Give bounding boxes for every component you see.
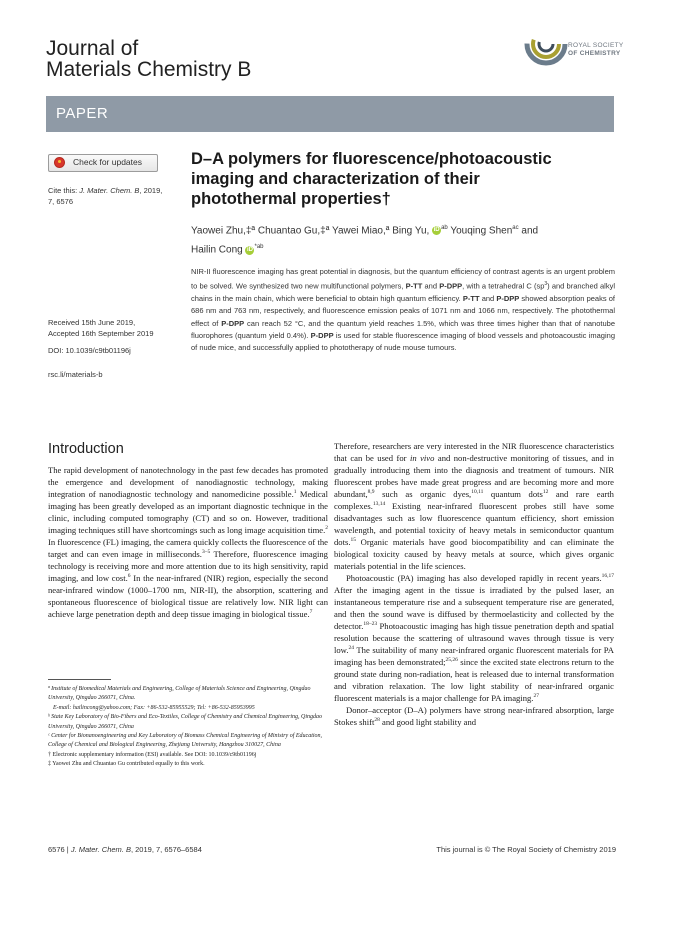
journal-link[interactable]: rsc.li/materials-b bbox=[48, 370, 103, 379]
dates bbox=[48, 318, 154, 339]
publisher-logo[interactable] bbox=[524, 18, 624, 80]
rsc-emblem-icon bbox=[524, 22, 568, 66]
check-for-updates-button[interactable] bbox=[48, 154, 158, 172]
article-type-banner bbox=[46, 96, 614, 132]
journal-title-line2: Materials Chemistry B bbox=[46, 58, 252, 81]
check-for-updates-label: Check for updates bbox=[73, 157, 142, 167]
accepted-date: Accepted 16th September 2019 bbox=[48, 328, 154, 338]
journal-title-line1: Journal of bbox=[46, 37, 139, 60]
footnotes: ª Institute of Biomedical Materials and Engineering, College of Materials Science and Engineering, Qingdao University, Qingdao 266071, China. E-mail: hailincong@yahoo.com; Fax: +86-532-85955529; Tel: +86-532-85953995 ᵇ State Key Laboratory of Bio-Fibers and Eco-Textiles, College of Chemistry and Chemical Engineering, Qingdao University, Qingdao 266071, China ᶜ Center for Bionanoengineering and Key Laboratory of Biomass Chemical Engineering of Ministry of Education, College of Chemical and Biological Engineering, Zhejiang University, Hangzhou 310027, China † Electronic supplementary information (ESI) available. See DOI: 10.1039/c9tb01196j ‡ Yaowei Zhu and Chuantao Gu contributed equally to this work. bbox=[48, 686, 323, 768]
paragraph: Donor–acceptor (D–A) polymers have strong near-infrared absorption, large Stokes shift$^{28}$ and good light stability and bbox=[334, 705, 614, 727]
paragraph: Therefore, researchers are very interested in the NIR fluorescence characteristics that can be used for in vivo and non-destructive monitoring of tissues, and in gradually introducing them into the diagnosis and treatment of tumours. NIR fluorescent probes have made great progress and are becoming more and more abundant,$^{8,9}$ such as organic dyes,$^{10,11}$ quantum dots$^{12}$ and rare earth complexes.$^{13,14}$ Existing near-infrared fluorescent probes still have some disadvantages such as low fluorescence quantum efficiency, short emission wavelength, and potential toxicity of heavy metals in semiconductor quantum dots.$^{15}$ Organic materials have good biocompatibility and can eliminate the biological toxicity caused by heavy metals at source, which gives organic materials potential in the life sciences. bbox=[334, 441, 614, 571]
orcid-icon[interactable]: iD bbox=[433, 227, 440, 234]
orcid-icon[interactable]: iD bbox=[246, 246, 253, 253]
crossmark-icon bbox=[54, 157, 65, 168]
received-date: Received 15th June 2019, bbox=[48, 318, 136, 327]
doi[interactable]: DOI: 10.1039/c9tb01196j bbox=[48, 346, 131, 355]
rsc-logo-line2: OF CHEMISTRY bbox=[568, 50, 621, 57]
page-number: 6576 bbox=[48, 845, 65, 854]
rsc-logo-line1: ROYAL SOCIETY bbox=[568, 42, 624, 49]
page-footer-right: This journal is © The Royal Society of Chemistry 2019 bbox=[436, 845, 616, 854]
article-type-label: PAPER bbox=[56, 105, 109, 122]
abstract: NIR-II fluorescence imaging has great potential in diagnosis, but the quantum efficiency of contrast agents is an urgent problem to be solved. We synthesized two new multifunctional polymers, P-TT and P-DPP, with a tetrahedral C $(sp^3)$ and branched alkyl chains in the main chain, which were beneficial to obtain high quantum efficiency. P-TT and P-DPP showed absorption peaks of 686 nm and 763 nm, respectively, and fluorescence emission peaks of 1071 nm and 1066 nm, respectively. The photothermal effect of P-DPP can reach 52 °C, and the quantum yield reaches 1.5%, which was three times higher than that of nanotube fluorophores (quantum yield 0.4%). P-DPP is used for stable fluorescence imaging of blood vessels and photoacoustic imaging of nude mice, and successfully applied to phototherapy of nude mouse tumours. bbox=[191, 267, 616, 353]
body-column-right bbox=[334, 440, 614, 728]
citation: Cite this: J. Mater. Chem. B, 2019, 7, 6576 bbox=[48, 186, 163, 206]
body-column-left bbox=[48, 464, 328, 620]
author-list: Yaowei Zhu,‡ª Chuantao Gu,‡ª Yawei Miao,ª Bing Yu, iD $^{ab}$ Youqing Shen$^{ac}$ and Hailin Cong iD $^{*ab}$ bbox=[191, 225, 539, 256]
footnote-divider bbox=[48, 679, 111, 680]
article-title: D–A polymers for fluorescence/photoacoustic imaging and characterization of their photothermal properties† bbox=[191, 150, 552, 208]
paragraph: The rapid development of nanotechnology in the past few decades has promoted the emergence and development of nanodiagnostic technology, making integration of nanodiagnostic technology and nanomedicine possible.$^1$ Medical imaging has been greatly developed as an important diagnostic technique in the clinic, including computed tomography (CT) and so on. However, traditional imaging techniques still have shortcomings such as long image acquisition time.$^2$ In fluorescence (FL) imaging, the camera quickly collects the fluorescence of the target and can even image in milliseconds.$^{3-5}$ Therefore, fluorescence imaging technology is receiving more and more attention due to its high sensitivity, rapid imaging, and low cost.$^6$ In the near-infrared (NIR) region, especially the second near-infrared window (1000–1700 nm, NIR-II), the absorption, scattering and spontaneous fluorescence of biological tissue are relatively low. NIR light can achieve large penetration depth and deep tissue imaging in biological tissue.$^7$ bbox=[48, 465, 328, 619]
paragraph: Photoacoustic (PA) imaging has also developed rapidly in recent years.$^{16,17}$ After the imaging agent in the tissue is irradiated by the pulsed laser, an instantaneous temperature rise and a subsequent temperature rise are generated, and then the sound wave is diffused by thermoelasticity and collected by the detector.$^{18-23}$ Photoacoustic imaging has high tissue penetration depth and spatial resolution because the scattering of ultrasound waves through tissue is very low.$^{24}$ The suitability of many near-infrared organic fluorescent materials for PA imaging has been demonstrated;$^{25,26}$ since the excited state electrons return to the ground state during non-radiation, heat is released due to internal transformation and vibration relaxation. The low light stability of near-infrared organic fluorescent materials is a major challenge for PA imaging.$^{27}$ bbox=[334, 573, 614, 703]
section-heading: Introduction bbox=[48, 441, 124, 457]
journal-title bbox=[46, 38, 251, 80]
page-footer-left: 6576 | J. Mater. Chem. B, 2019, 7, 6576–6584 bbox=[48, 845, 202, 854]
